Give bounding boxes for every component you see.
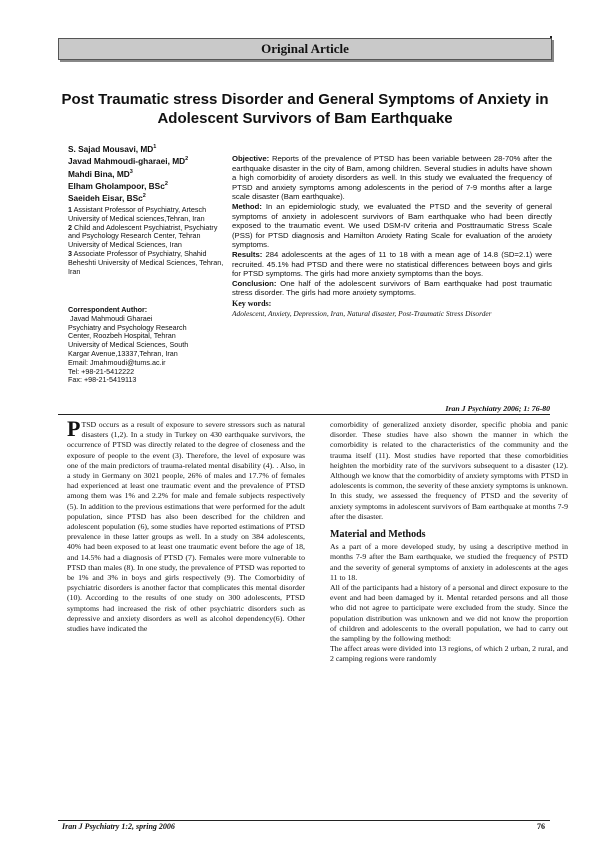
- correspondence-email[interactable]: Email: Jmahmoudi@tums.ac.ir: [68, 357, 166, 367]
- abstract: [232, 154, 552, 318]
- author-name: Javad Mahmoudi-gharaei, $MD^2$: [68, 156, 189, 167]
- correspondence-block: [68, 306, 236, 385]
- author-name: Elham Gholampoor, BSc$^2$: [68, 180, 168, 191]
- abstract-objective: Objective: Reports of the prevalence of PTSD has been variable between 28-70% after the earthquake disaster in the city of Bam, among children. Several studies in adults have shown a high comorbidity of anxiety disorders as well. In this study we evaluated the frequency of PTSD and anxiety symptoms among adolescents in the period of 7-9 months after a large scale disaster (Bam earthquake).: [232, 154, 552, 202]
- affiliation-item: 1 Assistant Professor of Psychiatry, Artesch University of Medical sciences,Tehran, Iran: [68, 205, 207, 223]
- author-name: Saeideh Eisar, BSc$^2$: [68, 193, 146, 204]
- drop-cap: P: [67, 416, 81, 441]
- article-title: Post Traumatic stress Disorder and General Symptoms of Anxiety in Adolescent Survivors of Bam Earthquake: [61, 91, 549, 127]
- abstract-conclusion: Conclusion: One half of the adolescent survivors of Bam earthquake had post traumatic stress disorder. The girls had more anxiety symptoms.: [232, 278, 552, 298]
- body-paragraph: PTSD occurs as a result of exposure to severe stressors such as natural disasters (1,2). In a study in Turkey on 430 earthquake survivors, the occurrence of PTSD was directly related to the degree of closeness and the exposure of people to the event (3). Therefore, the level of exposure was one of the main predictors of trauma-related mental disability (4). . Also, in a study in Germany on 3021 people, 26% of males and 17.7% of females had experienced at least one traumatic event and the prevalence of PTSD among them was 1% and 2.2% for male and female subjects respectively (5). In addition to the previous estimations that were performed for the adult population, since PTSD has also been described for the children and adolescent population (6), some studies have reported estimations of PTSD prevalence in these latter groups as well. In a study on 384 adolescents, 40% had been exposed to at least one traumatic event before the age of 18, and 14.5% had a diagnosis of PTSD (7). Females were more vulnerable to PTSD than males (8). In one study, the prevalence of PTSD was reported to be 1% and 3% in boys and girls respectively (9). The Comorbidity of psychiatric disorders is another factor that complicates this mental disorder (10). According to the results of one study on 300 adolescents, PTSD symptoms had increased the risk of other psychiatric disorders such as depressive and anxiety disorders as well as alcohol dependency(6). Other studies have indicated the: [67, 416, 305, 634]
- correspondence-line: Psychiatry and Psychology Research: [68, 322, 187, 332]
- body-paragraph: All of the participants had a history of a personal and direct exposure to the event and had been damaged by it. Mental retarded persons and all those who did not agree to participate were excluded from the study. Since the population distribution was unknown and we did not know the proportion of children and adolescents to the overall population, we had to carry out the sampling by the following method:: [330, 583, 568, 644]
- body-column-right: [330, 420, 568, 665]
- correspondence-heading: Correspondent Author:: [68, 305, 148, 314]
- correspondence-fax: Fax: +98-21-5419113: [68, 375, 137, 385]
- author-name: Mahdi Bina, $MD^3$: [68, 168, 133, 179]
- footer-rule: [58, 820, 550, 821]
- keywords-label: Key words:: [232, 298, 272, 308]
- abstract-method: Method: In an epidemiologic study, we evaluated the PTSD and the severity of general symptoms of anxiety in adolescent survivors of Bam earthquake who had been directly exposed to the traumatic event. We used DSM-IV criteria and Posttraumatic Stress Scale (PSS) for PTSD diagnosis and Hamilton Anxiety Rating Scale for evaluation of the anxiety symptoms.: [232, 201, 552, 250]
- footer-journal: Iran J Psychiatry 1:2, spring 2006: [62, 822, 175, 831]
- body-paragraph: comorbidity of generalized anxiety disorder, specific phobia and panic disorder. These studies have also shown the manner in which the comorbidity is related to the characteristics of the community and the trauma itself (11). Most studies have reported that these comorbidities heighten the morbidity rate of the survivors subsequent to a disaster (12). Although we know that the comorbidity of anxiety symptoms with PTSD in adolescents is common, the severity of these anxiety symptoms is unknown. In this study, we assessed the frequency of PTSD and the severity of anxiety symptoms in adolescent survivors of Bam earthquake at months 7-9 after the disaster.: [330, 420, 568, 521]
- affiliation-item: 2 Child and Adolescent Psychiatrist, Psychiatry and Psychology Research Center, Tehran University of Medical Sciences, Iran: [68, 222, 218, 250]
- affiliation-item: 3 Associate Professor of Psychiatry, Shahid Beheshti University of Medical Sciences, Tehran, Iran: [68, 248, 224, 276]
- correspondence-line: Center, Roozbeh Hospital, Tehran: [68, 331, 176, 341]
- article-type-banner: Original Article: [58, 38, 552, 60]
- page-number: 76: [537, 822, 545, 831]
- author-list: [68, 142, 228, 204]
- author-name: S. Sajad Mousavi, $MD^1$: [68, 143, 157, 154]
- correspondence-phone: Tel: +98-21-5412222: [68, 366, 135, 376]
- body-paragraph: As a part of a more developed study, by using a descriptive method in months 7-9 after the Bam earthquake, we studied the frequency of PSTD and the severity of general symptoms of anxiety in adolescents at the ages 11 to 18.: [330, 542, 568, 582]
- header-rule: [58, 414, 550, 415]
- abstract-results: Results: 284 adolescents at the ages of 11 to 18 with a mean age of 14.8 (SD=2.1) were recruited. 45.1% had PTSD and there were no statistical differences between boys and girls for PTSD symptoms. The girls had more anxiety symptoms than the boys.: [232, 249, 552, 279]
- correspondence-line: University of Medical Sciences, South: [68, 340, 189, 350]
- body-paragraph: The affect areas were divided into 13 regions, of which 2 urban, 2 rural, and 2 camping regions were randomly: [330, 644, 568, 664]
- affiliation-list: [68, 206, 228, 276]
- correspondence-line: Kargar Avenue,13337,Tehran, Iran: [68, 348, 178, 358]
- body-column-left: [67, 416, 305, 634]
- journal-citation: Iran J Psychiatry 2006; 1: 76-80: [445, 404, 550, 413]
- correspondence-line: Javad Mahmoudi Gharaei: [70, 313, 153, 323]
- keywords-text: Adolescent, Anxiety, Depression, Iran, Natural disaster, Post-Traumatic Stress Disorder: [232, 308, 492, 318]
- section-heading: Material and Methods: [330, 529, 426, 541]
